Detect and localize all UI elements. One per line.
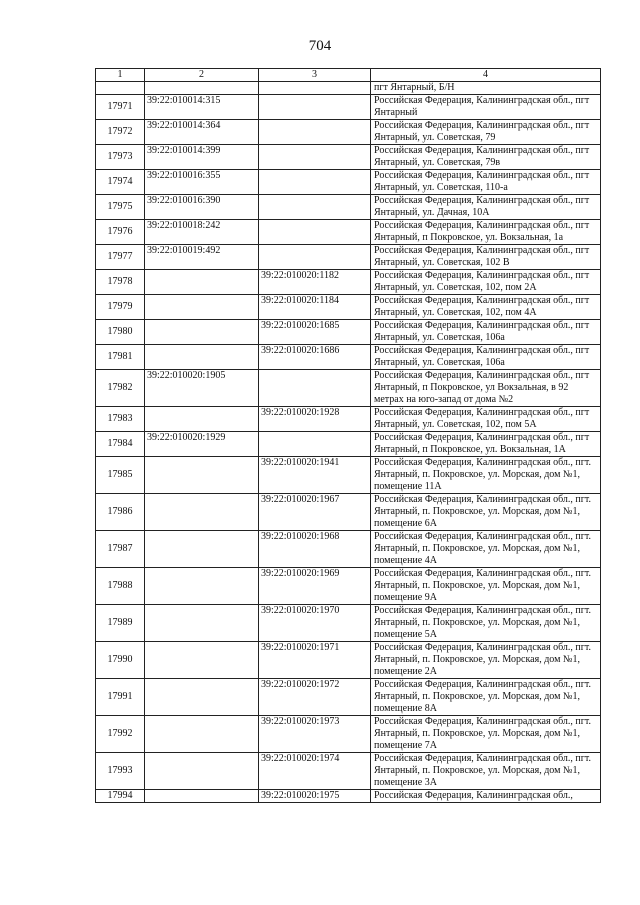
table-row xyxy=(96,345,601,370)
object-cadastral-number: 39:22:010020:1928 xyxy=(259,407,371,432)
table-row xyxy=(96,457,601,494)
row-address: Российская Федерация, Калининградская обл., пгт. Янтарный, п. Покровское, ул. Морская, дом №1, помещение 9А xyxy=(371,568,601,605)
row-number: 17978 xyxy=(96,270,145,295)
object-cadastral-number xyxy=(259,95,371,120)
object-cadastral-number: 39:22:010020:1973 xyxy=(259,716,371,753)
object-cadastral-number xyxy=(259,245,371,270)
row-number: 17974 xyxy=(96,170,145,195)
parcel-cadastral-number xyxy=(145,716,259,753)
object-cadastral-number: 39:22:010020:1184 xyxy=(259,295,371,320)
continuation-cell-parcel xyxy=(145,82,259,95)
object-cadastral-number: 39:22:010020:1974 xyxy=(259,753,371,790)
parcel-cadastral-number: 39:22:010020:1929 xyxy=(145,432,259,457)
row-address: Российская Федерация, Калининградская обл., пгт Янтарный, п Покровское, ул. Вокзальная, 1А xyxy=(371,432,601,457)
continuation-cell-num xyxy=(96,82,145,95)
row-address: Российская Федерация, Калининградская обл., пгт Янтарный, п Покровское, ул. Вокзальная, 1а xyxy=(371,220,601,245)
row-number: 17979 xyxy=(96,295,145,320)
row-number: 17988 xyxy=(96,568,145,605)
row-number: 17994 xyxy=(96,790,145,803)
row-number: 17973 xyxy=(96,145,145,170)
parcel-cadastral-number xyxy=(145,457,259,494)
object-cadastral-number: 39:22:010020:1941 xyxy=(259,457,371,494)
table-row xyxy=(96,716,601,753)
parcel-cadastral-number xyxy=(145,270,259,295)
row-number: 17990 xyxy=(96,642,145,679)
row-address: Российская Федерация, Калининградская обл., пгт Янтарный xyxy=(371,95,601,120)
row-number: 17972 xyxy=(96,120,145,145)
page-number: 704 xyxy=(308,38,332,54)
table-row xyxy=(96,494,601,531)
row-address: Российская Федерация, Калининградская обл., пгт. Янтарный, п. Покровское, ул. Морская, дом №1, помещение 2А xyxy=(371,642,601,679)
row-address: Российская Федерация, Калининградская обл., пгт. Янтарный, п. Покровское, ул. Морская, дом №1, помещение 7А xyxy=(371,716,601,753)
row-number: 17975 xyxy=(96,195,145,220)
row-number: 17993 xyxy=(96,753,145,790)
parcel-cadastral-number xyxy=(145,642,259,679)
parcel-cadastral-number xyxy=(145,320,259,345)
row-number: 17985 xyxy=(96,457,145,494)
object-cadastral-number xyxy=(259,120,371,145)
parcel-cadastral-number: 39:22:010016:390 xyxy=(145,195,259,220)
parcel-cadastral-number xyxy=(145,531,259,568)
row-number: 17991 xyxy=(96,679,145,716)
row-number: 17986 xyxy=(96,494,145,531)
object-cadastral-number: 39:22:010020:1969 xyxy=(259,568,371,605)
parcel-cadastral-number xyxy=(145,494,259,531)
table-row xyxy=(96,679,601,716)
object-cadastral-number: 39:22:010020:1685 xyxy=(259,320,371,345)
object-cadastral-number: 39:22:010020:1968 xyxy=(259,531,371,568)
parcel-cadastral-number xyxy=(145,679,259,716)
row-address: Российская Федерация, Калининградская обл., xyxy=(371,790,601,803)
column-header-2: 2 xyxy=(145,69,259,82)
row-address: Российская Федерация, Калининградская обл., пгт. Янтарный, п. Покровское, ул. Морская, дом №1, помещение 4А xyxy=(371,531,601,568)
parcel-cadastral-number xyxy=(145,790,259,803)
object-cadastral-number xyxy=(259,432,371,457)
table-row xyxy=(96,295,601,320)
object-cadastral-number: 39:22:010020:1971 xyxy=(259,642,371,679)
row-address: Российская Федерация, Калининградская обл., пгт Янтарный, ул. Советская, 102 В xyxy=(371,245,601,270)
parcel-cadastral-number xyxy=(145,753,259,790)
row-number: 17971 xyxy=(96,95,145,120)
table-row xyxy=(96,245,601,270)
column-header-3: 3 xyxy=(259,69,371,82)
row-number: 17992 xyxy=(96,716,145,753)
row-address: Российская Федерация, Калининградская обл., пгт Янтарный, ул. Советская, 102, пом 2А xyxy=(371,270,601,295)
parcel-cadastral-number: 39:22:010019:492 xyxy=(145,245,259,270)
table-row xyxy=(96,370,601,407)
object-cadastral-number: 39:22:010020:1970 xyxy=(259,605,371,642)
object-cadastral-number xyxy=(259,220,371,245)
row-address: Российская Федерация, Калининградская обл., пгт Янтарный, ул. Дачная, 10А xyxy=(371,195,601,220)
row-address: Российская Федерация, Калининградская обл., пгт Янтарный, ул. Советская, 102, пом 4А xyxy=(371,295,601,320)
row-number: 17980 xyxy=(96,320,145,345)
row-number: 17977 xyxy=(96,245,145,270)
row-address: Российская Федерация, Калининградская обл., пгт. Янтарный, п. Покровское, ул. Морская, дом №1, помещение 3А xyxy=(371,753,601,790)
object-cadastral-number: 39:22:010020:1686 xyxy=(259,345,371,370)
table-header-row xyxy=(96,69,601,82)
row-number: 17984 xyxy=(96,432,145,457)
row-address: Российская Федерация, Калининградская обл., пгт Янтарный, ул. Советская, 106а xyxy=(371,320,601,345)
parcel-cadastral-number: 39:22:010014:364 xyxy=(145,120,259,145)
parcel-cadastral-number: 39:22:010014:399 xyxy=(145,145,259,170)
table-row xyxy=(96,95,601,120)
row-address: Российская Федерация, Калининградская обл., пгт Янтарный, п Покровское, ул Вокзальная, в 92 метрах на юго-запад от дома №2 xyxy=(371,370,601,407)
row-number: 17983 xyxy=(96,407,145,432)
table-row xyxy=(96,605,601,642)
object-cadastral-number: 39:22:010020:1967 xyxy=(259,494,371,531)
table-row xyxy=(96,568,601,605)
table-row xyxy=(96,753,601,790)
continuation-row xyxy=(96,82,601,95)
table-row xyxy=(96,432,601,457)
parcel-cadastral-number: 39:22:010018:242 xyxy=(145,220,259,245)
row-number: 17976 xyxy=(96,220,145,245)
column-header-1: 1 xyxy=(96,69,145,82)
table-row xyxy=(96,790,601,803)
continuation-cell-object xyxy=(259,82,371,95)
row-address: Российская Федерация, Калининградская обл., пгт. Янтарный, п. Покровское, ул. Морская, дом №1, помещение 6А xyxy=(371,494,601,531)
registry-table-body xyxy=(96,69,601,803)
row-address: Российская Федерация, Калининградская обл., пгт. Янтарный, п. Покровское, ул. Морская, дом №1, помещение 8А xyxy=(371,679,601,716)
table-row xyxy=(96,407,601,432)
parcel-cadastral-number xyxy=(145,295,259,320)
parcel-cadastral-number: 39:22:010014:315 xyxy=(145,95,259,120)
parcel-cadastral-number xyxy=(145,345,259,370)
row-address: Российская Федерация, Калининградская обл., пгт Янтарный, ул. Советская, 79в xyxy=(371,145,601,170)
table-row xyxy=(96,642,601,679)
column-header-4: 4 xyxy=(371,69,601,82)
row-address: Российская Федерация, Калининградская обл., пгт Янтарный, ул. Советская, 106а xyxy=(371,345,601,370)
parcel-cadastral-number xyxy=(145,568,259,605)
object-cadastral-number: 39:22:010020:1182 xyxy=(259,270,371,295)
table-row xyxy=(96,220,601,245)
table-row xyxy=(96,270,601,295)
row-number: 17981 xyxy=(96,345,145,370)
object-cadastral-number xyxy=(259,195,371,220)
row-number: 17989 xyxy=(96,605,145,642)
parcel-cadastral-number: 39:22:010016:355 xyxy=(145,170,259,195)
row-address: Российская Федерация, Калининградская обл., пгт Янтарный, ул. Советская, 102, пом 5А xyxy=(371,407,601,432)
row-address: Российская Федерация, Калининградская обл., пгт Янтарный, ул. Советская, 79 xyxy=(371,120,601,145)
parcel-cadastral-number xyxy=(145,407,259,432)
object-cadastral-number xyxy=(259,170,371,195)
row-address: Российская Федерация, Калининградская обл., пгт. Янтарный, п. Покровское, ул. Морская, дом №1, помещение 5А xyxy=(371,605,601,642)
object-cadastral-number xyxy=(259,370,371,407)
object-cadastral-number xyxy=(259,145,371,170)
table-row xyxy=(96,531,601,568)
object-cadastral-number: 39:22:010020:1975 xyxy=(259,790,371,803)
object-cadastral-number: 39:22:010020:1972 xyxy=(259,679,371,716)
continuation-address: пгт Янтарный, Б/Н xyxy=(371,82,601,95)
table-row xyxy=(96,195,601,220)
table-row xyxy=(96,170,601,195)
table-row xyxy=(96,120,601,145)
row-address: Российская Федерация, Калининградская обл., пгт. Янтарный, п. Покровское, ул. Морская, дом №1, помещение 11А xyxy=(371,457,601,494)
row-number: 17982 xyxy=(96,370,145,407)
row-address: Российская Федерация, Калининградская обл., пгт Янтарный, ул. Советская, 110-а xyxy=(371,170,601,195)
parcel-cadastral-number xyxy=(145,605,259,642)
table-row xyxy=(96,145,601,170)
row-number: 17987 xyxy=(96,531,145,568)
registry-table xyxy=(95,68,601,803)
table-row xyxy=(96,320,601,345)
parcel-cadastral-number: 39:22:010020:1905 xyxy=(145,370,259,407)
